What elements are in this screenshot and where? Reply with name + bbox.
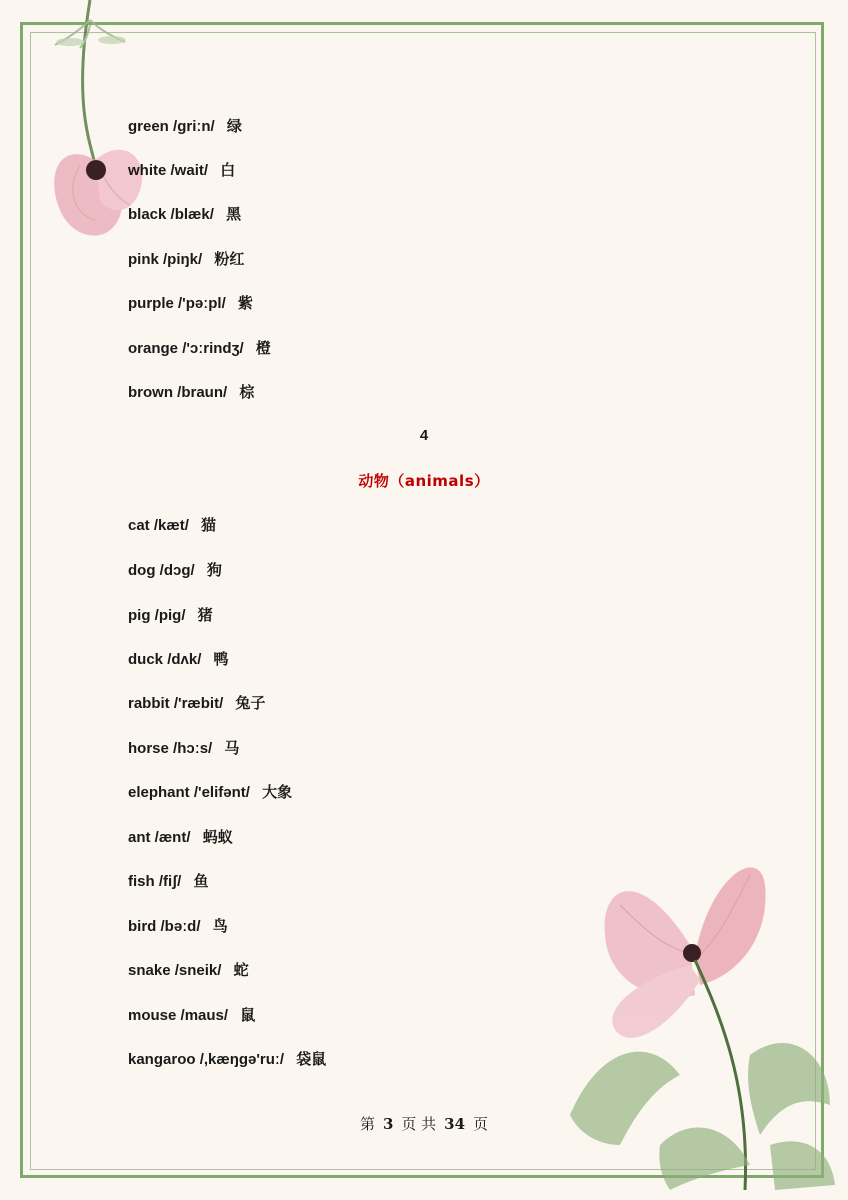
word-english: bird [128, 918, 157, 935]
list-item [128, 871, 209, 892]
word-ipa: /blæk/ [170, 206, 214, 223]
word-english: fish [128, 873, 155, 890]
footer-prefix: 第 [359, 1115, 375, 1133]
page-footer [0, 1114, 848, 1134]
word-ipa: /kæt/ [153, 517, 189, 534]
word-ipa: /hɔːs/ [173, 740, 213, 757]
word-chinese: 马 [224, 739, 240, 757]
word-english: rabbit [128, 695, 170, 712]
list-item [128, 293, 253, 314]
list-item [128, 249, 244, 270]
word-english: cat [128, 517, 150, 534]
list-item [128, 782, 292, 803]
word-english: duck [128, 651, 164, 668]
word-ipa: /fiʃ/ [158, 873, 182, 890]
word-ipa: /braun/ [177, 384, 228, 401]
list-item [128, 1049, 326, 1070]
list-item [128, 738, 239, 759]
list-item [128, 605, 213, 626]
word-chinese: 粉红 [214, 250, 245, 268]
section-title: 动物（animals） [358, 472, 490, 490]
list-item [128, 916, 228, 937]
word-ipa: /'ræbit/ [173, 695, 224, 712]
word-english: orange [128, 340, 179, 357]
word-ipa: /bəːd/ [160, 918, 201, 935]
list-item [128, 1005, 255, 1026]
word-chinese: 鸭 [213, 650, 229, 668]
list-item [128, 827, 233, 848]
word-chinese: 鱼 [193, 872, 209, 890]
word-chinese: 鸟 [212, 917, 228, 935]
word-english: dog [128, 562, 156, 579]
word-ipa: /sneik/ [174, 962, 222, 979]
word-chinese: 紫 [237, 294, 253, 312]
list-item [128, 116, 242, 137]
word-english: snake [128, 962, 171, 979]
word-chinese: 白 [220, 161, 236, 179]
list-item [128, 160, 235, 181]
word-english: mouse [128, 1007, 177, 1024]
word-english: horse [128, 740, 169, 757]
word-chinese: 大象 [262, 783, 293, 801]
word-ipa: /pig/ [154, 607, 186, 624]
word-chinese: 蛇 [233, 961, 249, 979]
word-ipa: /maus/ [180, 1007, 229, 1024]
list-item [128, 560, 222, 581]
word-chinese: 袋鼠 [296, 1050, 327, 1068]
word-ipa: /'ɔːrindʒ/ [182, 340, 244, 357]
word-english: pig [128, 607, 151, 624]
word-ipa: /'pəːpl/ [178, 295, 226, 312]
word-english: black [128, 206, 167, 223]
word-chinese: 黑 [226, 205, 242, 223]
list-item [128, 960, 249, 981]
section-number: 4 [419, 427, 429, 444]
word-ipa: /griːn/ [173, 118, 215, 135]
word-ipa: /wait/ [170, 162, 209, 179]
list-item [128, 515, 216, 536]
word-english: brown [128, 384, 173, 401]
poppy-bottom-right-illustration [560, 845, 840, 1190]
word-english: kangaroo [128, 1051, 196, 1068]
current-page-number: 3 [382, 1115, 394, 1133]
word-chinese: 棕 [239, 383, 255, 401]
footer-suffix: 页 [473, 1115, 489, 1133]
word-english: elephant [128, 784, 190, 801]
word-chinese: 鼠 [240, 1006, 256, 1024]
word-ipa: /piŋk/ [163, 251, 203, 268]
word-chinese: 蚂蚁 [202, 828, 233, 846]
list-item [128, 649, 229, 670]
word-chinese: 橙 [255, 339, 271, 357]
total-page-count: 34 [444, 1115, 466, 1133]
word-chinese: 猫 [201, 516, 217, 534]
word-chinese: 兔子 [235, 694, 266, 712]
list-item [128, 204, 241, 225]
word-english: white [128, 162, 167, 179]
word-ipa: /ænt/ [154, 829, 191, 846]
list-item [128, 693, 265, 714]
word-ipa: /dʌk/ [167, 651, 202, 668]
list-item [128, 382, 254, 403]
footer-middle: 页 共 [401, 1115, 437, 1133]
word-ipa: /dɔg/ [159, 562, 195, 579]
word-english: purple [128, 295, 174, 312]
word-chinese: 狗 [206, 561, 222, 579]
word-english: pink [128, 251, 159, 268]
word-chinese: 绿 [226, 117, 242, 135]
word-ipa: /'elifənt/ [193, 784, 250, 801]
word-english: green [128, 118, 169, 135]
word-ipa: /,kæŋgə'ruː/ [199, 1051, 285, 1068]
word-english: ant [128, 829, 151, 846]
word-chinese: 猪 [197, 606, 213, 624]
list-item [128, 338, 271, 359]
